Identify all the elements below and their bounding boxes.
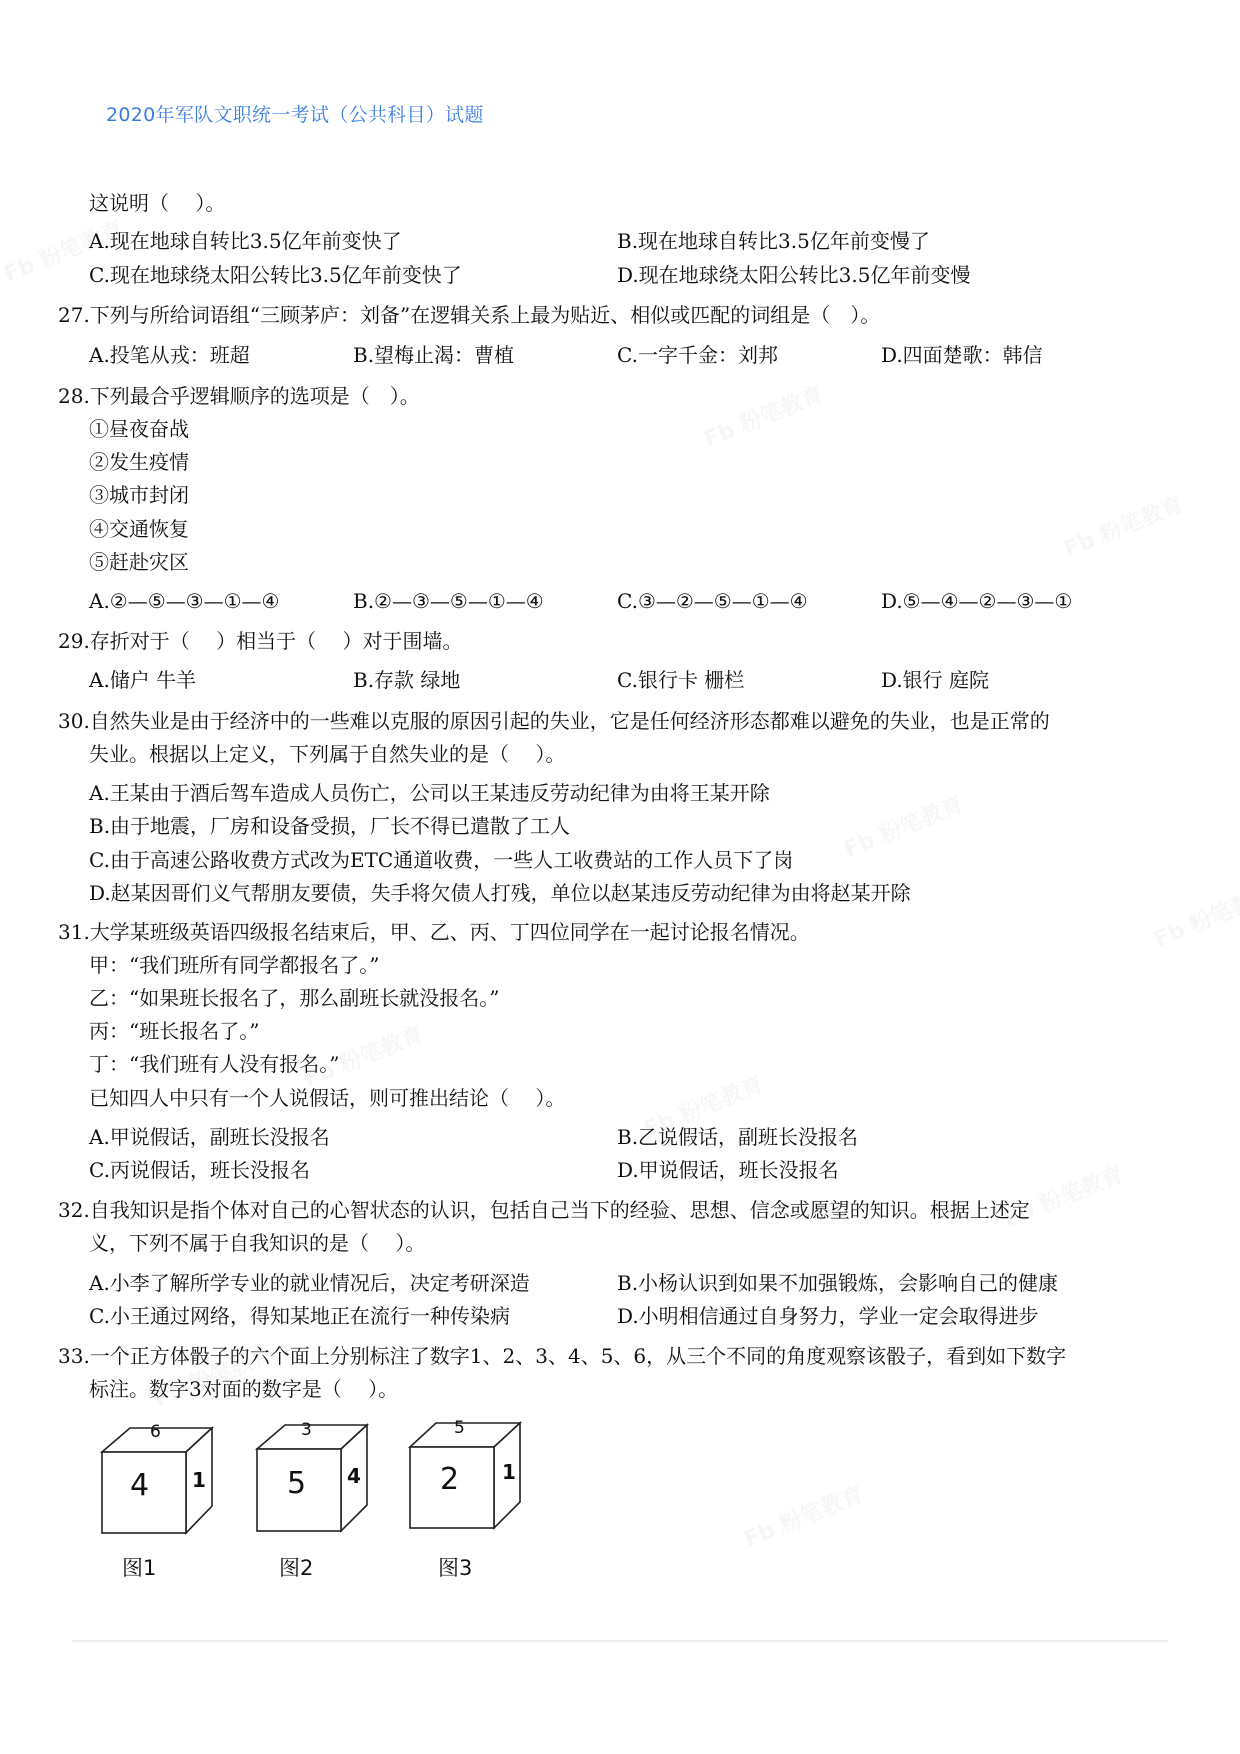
- q28-item: ①昼夜奋战: [89, 417, 189, 441]
- q30-option-a: A.王某由于酒后驾车造成人员伤亡，公司以王某违反劳动纪律为由将王某开除: [89, 781, 770, 805]
- q27-option-c: C.一字千金：刘邦: [617, 343, 778, 367]
- die-side-number: 1: [192, 1468, 206, 1492]
- q28-item: ④交通恢复: [89, 517, 189, 541]
- die-front-number: 5: [287, 1466, 307, 1501]
- q28-option-c: C.③—②—⑤—①—④: [617, 589, 808, 613]
- q28-stem: 28.下列最合乎逻辑顺序的选项是（ ）。: [58, 384, 420, 408]
- q28-option-a: A.②—⑤—③—①—④: [89, 589, 280, 613]
- q33-stem-line2: 标注。数字3对面的数字是（ ）。: [89, 1377, 399, 1401]
- page-title: 2020年军队文职统一考试（公共科目）试题: [106, 104, 484, 126]
- die-side-number: 4: [347, 1464, 361, 1488]
- q26-option-c: C.现在地球绕太阳公转比3.5亿年前变快了: [89, 263, 462, 287]
- q28-item: ②发生疫情: [89, 450, 189, 474]
- q28-option-d: D.⑤—④—②—③—①: [881, 589, 1073, 613]
- q31-statement: 乙：“如果班长报名了，那么副班长就没报名。”: [89, 986, 500, 1010]
- cube-icon: [255, 1420, 380, 1555]
- q31-stem: 31.大学某班级英语四级报名结束后，甲、乙、丙、丁四位同学在一起讨论报名情况。: [58, 920, 810, 944]
- q29-option-a: A.储户 牛羊: [89, 668, 197, 692]
- dice-figure-3: [408, 1418, 533, 1580]
- q31-option-b: B.乙说假话，副班长没报名: [617, 1125, 859, 1149]
- q26-option-a: A.现在地球自转比3.5亿年前变快了: [89, 229, 402, 253]
- dice-figure-2: [255, 1420, 380, 1580]
- q30-option-b: B.由于地震，厂房和设备受损，厂长不得已遣散了工人: [89, 814, 571, 838]
- q29-option-c: C.银行卡 栅栏: [617, 668, 745, 692]
- q28-item: ⑤赶赴灾区: [89, 550, 189, 574]
- q31-statement: 丁：“我们班有人没有报名。”: [89, 1052, 340, 1076]
- figure-label: 图1: [122, 1556, 157, 1580]
- watermark: [699, 377, 828, 453]
- die-top-number: 3: [301, 1420, 312, 1440]
- watermark: [1059, 487, 1188, 563]
- q26-option-d: D.现在地球绕太阳公转比3.5亿年前变慢: [617, 263, 971, 287]
- dice-figures: [100, 1420, 540, 1580]
- q28-item: ③城市封闭: [89, 483, 189, 507]
- watermark: [1149, 877, 1240, 953]
- q28-option-b: B.②—③—⑤—①—④: [353, 589, 544, 613]
- q26-option-b: B.现在地球自转比3.5亿年前变慢了: [617, 229, 930, 253]
- q32-stem-line1: 32.自我知识是指个体对自己的心智状态的认识，包括自己当下的经验、思想、信念或愿望的知识。根据上述定: [58, 1198, 1030, 1222]
- q31-option-c: C.丙说假话，班长没报名: [89, 1158, 310, 1182]
- die-front-number: 4: [130, 1468, 150, 1503]
- die-front-number: 2: [440, 1462, 460, 1497]
- watermark: [739, 1477, 868, 1553]
- dice-figure-1: [100, 1420, 225, 1580]
- q29-option-b: B.存款 绿地: [353, 668, 461, 692]
- q31-question: 已知四人中只有一个人说假话，则可推出结论（ ）。: [89, 1086, 566, 1110]
- q30-option-c: C.由于高速公路收费方式改为ETC通道收费，一些人工收费站的工作人员下了岗: [89, 848, 794, 872]
- q26-stem-tail: 这说明（ ）。: [89, 191, 226, 215]
- q31-option-d: D.甲说假话，班长没报名: [617, 1158, 839, 1182]
- q32-option-c: C.小王通过网络，得知某地正在流行一种传染病: [89, 1304, 510, 1328]
- q31-statement: 甲：“我们班所有同学都报名了。”: [89, 953, 380, 977]
- q31-statement: 丙：“班长报名了。”: [89, 1019, 260, 1043]
- cube-icon: [100, 1420, 225, 1555]
- q32-option-b: B.小杨认识到如果不加强锻炼，会影响自己的健康: [617, 1271, 1059, 1295]
- q32-option-a: A.小李了解所学专业的就业情况后，决定考研深造: [89, 1271, 530, 1295]
- footer-divider: [72, 1640, 1168, 1642]
- figure-label: 图2: [279, 1556, 314, 1580]
- figure-label: 图3: [438, 1556, 473, 1580]
- q29-option-d: D.银行 庭院: [881, 668, 990, 692]
- q30-option-d: D.赵某因哥们义气帮朋友要债，失手将欠债人打残，单位以赵某违反劳动纪律为由将赵某开除: [89, 881, 911, 905]
- die-top-number: 5: [454, 1418, 465, 1438]
- q32-option-d: D.小明相信通过自身努力，学业一定会取得进步: [617, 1304, 1039, 1328]
- q27-option-b: B.望梅止渴：曹植: [353, 343, 515, 367]
- q27-option-a: A.投笔从戎：班超: [89, 343, 250, 367]
- cube-icon: [408, 1420, 533, 1555]
- q27-option-d: D.四面楚歌：韩信: [881, 343, 1043, 367]
- q30-stem-line2: 失业。根据以上定义，下列属于自然失业的是（ ）。: [89, 742, 566, 766]
- q27-stem: 27.下列与所给词语组“三顾茅庐：刘备”在逻辑关系上最为贴近、相似或匹配的词组是（ ）。: [58, 303, 881, 327]
- die-side-number: 1: [502, 1460, 516, 1484]
- watermark: [839, 787, 968, 863]
- q33-stem-line1: 33.一个正方体骰子的六个面上分别标注了数字1、2、3、4、5、6，从三个不同的角度观察该骰子，看到如下数字: [58, 1344, 1067, 1368]
- q30-stem-line1: 30.自然失业是由于经济中的一些难以克服的原因引起的失业，它是任何经济形态都难以避免的失业，也是正常的: [58, 709, 1050, 733]
- q31-option-a: A.甲说假话，副班长没报名: [89, 1125, 330, 1149]
- die-top-number: 6: [150, 1422, 161, 1442]
- q29-stem: 29.存折对于（ ）相当于（ ）对于围墙。: [58, 629, 463, 653]
- q32-stem-line2: 义，下列不属于自我知识的是（ ）。: [89, 1231, 426, 1255]
